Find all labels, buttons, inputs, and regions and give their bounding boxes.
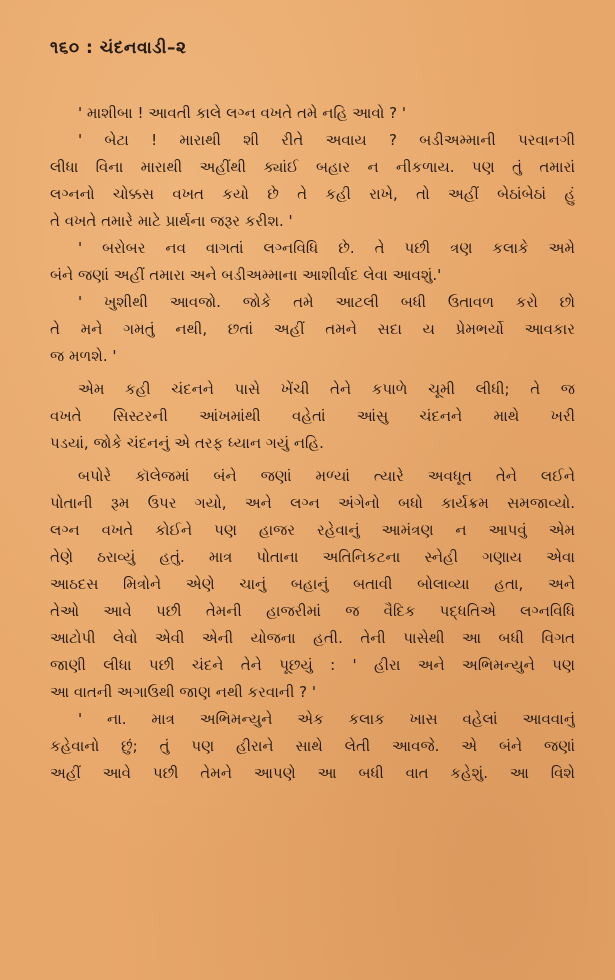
text-line: ' બેટા ! મારાથી શી રીતે અવાય ? બડીઅમ્માની પરવાનગી — [78, 131, 575, 149]
page-number: ૧૬૦ — [50, 38, 80, 58]
text-line: ' ના. માત્ર અભિમન્યુને એક કલાક ખાસ વહેલાં આવવાનું — [78, 710, 575, 728]
text-line: જાણી લીધા પછી ચંદને તેને પૂછયું : ' હીરા અને અભિમન્યુને પણ — [50, 656, 575, 674]
text-line: અહીં આવે પછી તેમને આપણે આ બધી વાત કહેશું. આ વિશે — [50, 764, 575, 782]
text-line: આઠદસ મિત્રોને એણે ચાનું બહાનું બતાવી બોલાવ્યા હતા, અને — [50, 575, 575, 593]
page-body — [50, 100, 575, 787]
text-line: પોતાની રૂમ ઉપર ગયો, અને લગ્ન અંગેનો બધો કાર્યક્રમ સમજાવ્યો. — [50, 494, 575, 512]
text-line: લગ્ન વખતે કોઈને પણ હાજર રહેવાનું આમંત્રણ ન આપવું એમ — [50, 521, 575, 539]
text-line: તે મને ગમતું નથી, છતાં અહીં તમને સદા ય પ્રેમભર્યો આવકાર — [50, 320, 575, 338]
text-line: તેઓ આવે પછી તેમની હાજરીમાં જ વૈદિક પદ્ધતિએ લગ્નવિધિ — [50, 602, 575, 620]
text-line: વખતે સિસ્ટરની આંખમાંથી વહેતાં આંસુ ચંદનને માથે ખરી — [50, 407, 575, 425]
text-line: એમ કહી ચંદનને પાસે ખેંચી તેને કપાળે ચૂમી લીધી; તે જ — [78, 380, 575, 398]
text-line: તે વખતે તમારે માટે પ્રાર્થના જરૂર કરીશ. ' — [50, 212, 293, 230]
text-line: તેણે ઠરાવ્યું હતું. માત્ર પોતાના અતિનિકટના સ્નેહી ગણાય એવા — [50, 548, 575, 566]
text-line: ' બરોબર નવ વાગતાં લગ્નવિધિ છે. તે પછી ત્રણ કલાકે અમે — [78, 239, 575, 257]
text-line: બંને જણાં અહીં તમારા અને બડીઅમ્માના આશીર્વાદ લેવા આવશું.' — [50, 266, 442, 284]
text-line: આટોપી લેવો એવી એની યોજના હતી. તેની પાસેથી આ બધી વિગત — [50, 629, 575, 647]
page-header — [50, 38, 186, 58]
text-line: બપોરે કૉલેજમાં બંને જણાં મળ્યાં ત્યારે અવધૂત તેને લઈને — [78, 467, 575, 485]
text-line: લીધા વિના મારાથી અહીંથી ક્યાંઈ બહાર ન નીકળાય. પણ તું તમારાં — [50, 158, 575, 176]
text-line: ' ખુશીથી આવજો. જોકે તમે આટલી બધી ઉતાવળ કરો છો — [78, 293, 575, 311]
text-line: પડયાં, જોકે ચંદનનું એ તરફ ધ્યાન ગયું નહિ. — [50, 434, 324, 452]
text-line: ' માશીબા ! આવતી કાલે લગ્ન વખતે તમે નહિ આવો ? ' — [78, 104, 407, 122]
text-line: જ મળશે. ' — [50, 347, 117, 365]
text-line: લગ્નનો ચોક્કસ વખત કયો છે તે કહી રાખે, તો અહીં બેઠાંબેઠાં હું — [50, 185, 575, 203]
text-line: કહેવાનો છું; તું પણ હીરાને સાથે લેતી આવજે. એ બંને જણાં — [50, 737, 575, 755]
header-separator: : — [86, 38, 94, 58]
text-line: આ વાતની અગાઉથી જાણ નથી કરવાની ? ' — [50, 683, 316, 701]
book-title: ચંદનવાડી–૨ — [99, 38, 187, 58]
